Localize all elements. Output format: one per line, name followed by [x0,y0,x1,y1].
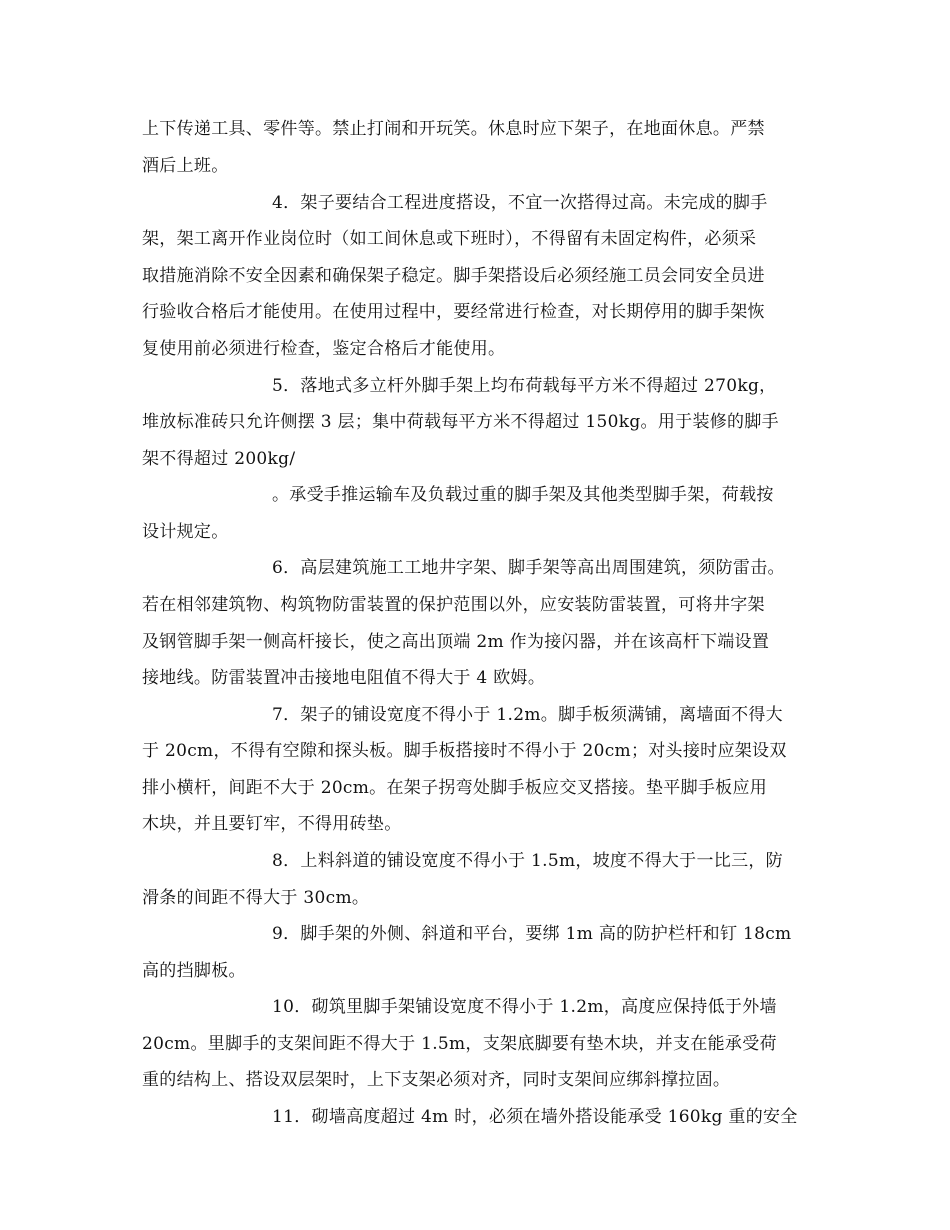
paragraph-4-start: 4．架子要结合工程进度搭设，不宜一次搭得过高。未完成的脚手 [272,193,768,213]
text-line: 行验收合格后才能使用。在使用过程中，要经常进行检查，对长期停用的脚手架恢 [142,302,765,322]
text-line: 于 20cm，不得有空隙和探头板。脚手板搭接时不得小于 20cm；对头接时应架设双 [142,741,787,761]
text-line: 酒后上班。 [142,156,229,176]
text-line: 复使用前必须进行检查，鉴定合格后才能使用。 [142,339,506,359]
paragraph-7-start: 7．架子的铺设宽度不得小于 1.2m。脚手板须满铺，离墙面不得大 [272,705,783,725]
text-line: 接地线。防雷装置冲击接地电阻值不得大于 4 欧姆。 [142,668,546,688]
text-line: 20cm。里脚手的支架间距不得大于 1.5m，支架底脚要有垫木块，并支在能承受荷 [142,1034,777,1054]
text-line: 高的挡脚板。 [142,961,246,981]
paragraph-11-start: 11．砌墙高度超过 4m 时，必须在墙外搭设能承受 160kg 重的安全 [272,1107,798,1127]
paragraph-5-start: 5．落地式多立杆外脚手架上均布荷载每平方米不得超过 270kg， [272,376,777,396]
paragraph-10-start: 10．砌筑里脚手架铺设宽度不得小于 1.2m，高度应保持低于外墙 [272,997,777,1017]
paragraph-6-start: 6．高层建筑施工工地井字架、脚手架等高出周围建筑，须防雷击。 [272,558,785,578]
text-line: 堆放标准砖只允许侧摆 3 层；集中荷载每平方米不得超过 150kg。用于装修的脚手 [142,412,779,432]
text-line: 取措施消除不安全因素和确保架子稳定。脚手架搭设后必须经施工员会同安全员进 [142,266,765,286]
text-line: 上下传递工具、零件等。禁止打闹和开玩笑。休息时应下架子，在地面休息。严禁 [142,119,765,139]
text-line: 设计规定。 [142,522,229,542]
text-line: 架不得超过 200kg/ [142,449,296,469]
text-line: 及钢管脚手架一侧高杆接长，使之高出顶端 2m 作为接闪器，并在该高杆下端设置 [142,632,770,652]
paragraph-8-start: 8．上料斜道的铺设宽度不得小于 1.5m，坡度不得大于一比三，防 [272,851,783,871]
paragraph-9-start: 9．脚手架的外侧、斜道和平台，要绑 1m 高的防护栏杆和钉 18cm [272,924,792,944]
text-line: 滑条的间距不得大于 30cm。 [142,888,370,908]
text-line: 。承受手推运输车及负载过重的脚手架及其他类型脚手架，荷载按 [272,485,774,505]
text-line: 木块，并且要钉牢，不得用砖垫。 [142,814,402,834]
text-line: 排小横杆，间距不大于 20cm。在架子拐弯处脚手板应交叉搭接。垫平脚手板应用 [142,778,768,798]
text-line: 重的结构上、搭设双层架时，上下支架必须对齐，同时支架间应绑斜撑拉固。 [142,1070,731,1090]
text-line: 架，架工离开作业岗位时（如工间休息或下班时），不得留有未固定构件，必须采 [142,229,757,249]
text-line: 若在相邻建筑物、构筑物防雷装置的保护范围以外，应安装防雷装置，可将井字架 [142,595,765,615]
